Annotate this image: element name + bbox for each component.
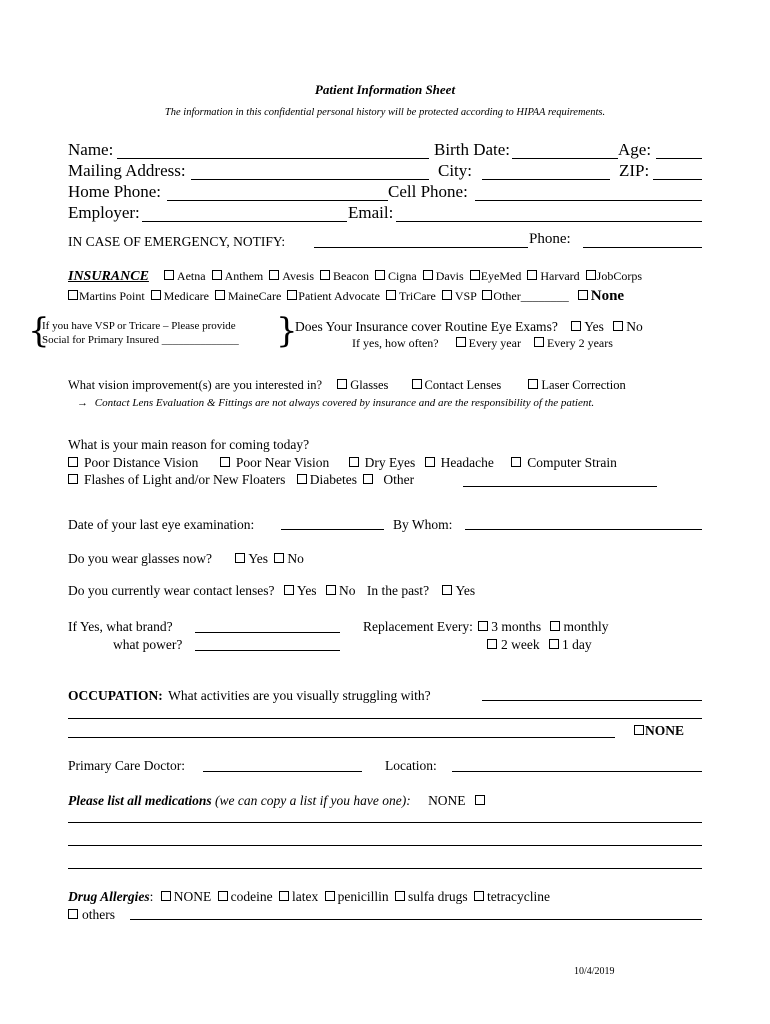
how-often-row: [352, 336, 613, 351]
right-brace: }: [276, 311, 298, 351]
vision-question: What vision improvement(s) are you interested in?: [68, 378, 323, 392]
power-field[interactable]: [195, 650, 340, 651]
insurance-option: Medicare: [163, 289, 209, 303]
routine-yes-label: Yes: [584, 319, 604, 334]
primary-care-field[interactable]: [203, 771, 362, 772]
checkbox-jobcorps[interactable]: [586, 270, 596, 280]
checkbox-medicare[interactable]: [151, 290, 161, 300]
insurance-option: VSP: [454, 289, 477, 303]
allergy-option: NONE: [173, 889, 212, 904]
last-exam-label: Date of your last eye examination:: [68, 517, 255, 532]
checkbox-glasses[interactable]: [337, 379, 347, 389]
reason-question: What is your main reason for coming today?: [68, 437, 310, 452]
insurance-option: Davis: [435, 269, 464, 283]
arrow-right-icon: →: [77, 397, 88, 409]
location-field[interactable]: [452, 771, 702, 772]
glasses-no-label: No: [287, 551, 304, 566]
checkbox-allergy-codeine[interactable]: [218, 891, 228, 901]
birth-date-label: Birth Date:: [434, 140, 511, 159]
replacement-label: Replacement Every:: [363, 619, 473, 634]
allergies-others-label: others: [82, 907, 115, 922]
medications-label: Please list all medications: [68, 793, 212, 808]
past-yes-label: Yes: [455, 583, 476, 598]
checkbox-allergy-penicillin[interactable]: [325, 891, 335, 901]
allergies-colon: :: [149, 889, 154, 904]
name-field[interactable]: [117, 158, 429, 159]
checkbox-computer-strain[interactable]: [511, 457, 521, 467]
home-phone-label: Home Phone:: [68, 182, 162, 201]
insurance-option: Aetna: [176, 269, 206, 283]
medications-row: [68, 792, 488, 809]
how-often-label: If yes, how often?: [352, 336, 439, 350]
checkbox-contacts-no[interactable]: [326, 585, 336, 595]
checkbox-laser-correction[interactable]: [528, 379, 538, 389]
checkbox-past-yes[interactable]: [442, 585, 452, 595]
checkbox-other[interactable]: [482, 290, 492, 300]
checkbox-1-day[interactable]: [549, 639, 559, 649]
occupation-question: What activities are you visually struggling with?: [168, 688, 431, 703]
occupation-line-3[interactable]: [68, 737, 615, 738]
occupation-none-label: NONE: [645, 723, 685, 738]
laser-correction-label: Laser Correction: [541, 378, 626, 392]
allergies-others-row: [68, 906, 115, 923]
left-brace: {: [28, 311, 50, 351]
vsp-note-line-2: Social for Primary Insured ______________: [42, 334, 239, 346]
headache-label: Headache: [440, 455, 494, 470]
occupation-field[interactable]: [482, 700, 702, 701]
checkbox-allergy-sulfa[interactable]: [395, 891, 405, 901]
other-reason-label: Other: [383, 472, 415, 487]
checkbox-allergy-others[interactable]: [68, 909, 78, 919]
contacts-no-label: No: [338, 583, 356, 598]
checkbox-harvard[interactable]: [527, 270, 537, 280]
medications-paren: (we can copy a list if you have one):: [215, 793, 411, 808]
allergy-option: sulfa drugs: [408, 889, 468, 904]
checkbox-occupation-none[interactable]: [634, 725, 644, 735]
vision-row: [68, 378, 626, 393]
medications-line-2[interactable]: [68, 845, 702, 846]
reason-row-2: [68, 471, 414, 488]
medications-line-3[interactable]: [68, 868, 702, 869]
in-past-label: In the past?: [366, 583, 430, 598]
replacement-row-1: [363, 618, 608, 635]
checkbox-dry-eyes[interactable]: [349, 457, 359, 467]
checkbox-davis[interactable]: [423, 270, 433, 280]
routine-no-label: No: [626, 319, 643, 334]
checkbox-glasses-yes[interactable]: [235, 553, 245, 563]
emergency-phone-field[interactable]: [583, 247, 702, 248]
checkbox-cigna[interactable]: [375, 270, 385, 280]
insurance-option: Avesis: [282, 269, 315, 283]
two-week-label: 2 week: [501, 637, 540, 652]
age-label: Age:: [618, 140, 652, 159]
birth-date-field[interactable]: [512, 158, 618, 159]
page-title: Patient Information Sheet: [314, 82, 456, 97]
three-months-label: 3 months: [491, 619, 542, 634]
checkbox-allergy-none[interactable]: [161, 891, 171, 901]
checkbox-vsp[interactable]: [442, 290, 452, 300]
insurance-option: Cigna: [388, 269, 417, 283]
allergy-option: latex: [292, 889, 319, 904]
medications-line-1[interactable]: [68, 822, 702, 823]
contacts-yes-label: Yes: [296, 583, 317, 598]
mailing-address-field[interactable]: [191, 179, 429, 180]
glasses-label: Glasses: [350, 378, 389, 392]
contact-lens-note: Contact Lens Evaluation & Fittings are not always covered by insurance and are the responsibility of the patient.: [94, 397, 595, 409]
email-field[interactable]: [396, 221, 702, 222]
revision-date: 10/4/2019: [574, 966, 615, 977]
allergies-others-field[interactable]: [130, 919, 702, 920]
every-year-label: Every year: [468, 336, 521, 350]
allergy-option: codeine: [230, 889, 273, 904]
insurance-option: Harvard: [540, 269, 580, 283]
insurance-option: TriCare: [398, 289, 436, 303]
hipaa-notice: The information in this confidential personal history will be protected according to HIPAA requirements.: [164, 107, 606, 118]
poor-distance-label: Poor Distance Vision: [84, 455, 199, 470]
checkbox-diabetes[interactable]: [297, 474, 307, 484]
reason-row-1: [68, 454, 617, 471]
checkbox-2-week[interactable]: [487, 639, 497, 649]
other-reason-field[interactable]: [463, 486, 657, 487]
replacement-row-2: [487, 636, 592, 653]
one-day-label: 1 day: [561, 637, 592, 652]
checkbox-poor-distance[interactable]: [68, 457, 78, 467]
zip-field[interactable]: [653, 179, 702, 180]
emergency-phone-label: Phone:: [529, 231, 571, 247]
routine-exam-question: [295, 318, 643, 335]
cell-phone-label: Cell Phone:: [388, 182, 468, 201]
primary-care-label: Primary Care Doctor:: [68, 758, 185, 773]
email-label: Email:: [348, 203, 394, 222]
brand-label: If Yes, what brand?: [68, 619, 173, 634]
occupation-row: [68, 687, 431, 704]
by-whom-field[interactable]: [465, 529, 702, 530]
allergies-label: Drug Allergies: [68, 889, 150, 904]
checkbox-glasses-no[interactable]: [274, 553, 284, 563]
contact-lenses-label: Contact Lenses: [424, 378, 502, 392]
by-whom-label: By Whom:: [393, 517, 453, 532]
checkbox-contacts-yes[interactable]: [284, 585, 294, 595]
employer-label: Employer:: [68, 203, 140, 222]
insurance-row-2: [68, 289, 624, 304]
insurance-option: Beacon: [333, 269, 370, 283]
checkbox-none[interactable]: [578, 290, 588, 300]
emergency-contact-field[interactable]: [314, 247, 528, 248]
insurance-option-none: None: [590, 288, 625, 304]
poor-near-label: Poor Near Vision: [235, 455, 330, 470]
mailing-address-label: Mailing Address:: [68, 161, 186, 180]
occupation-none-row: [634, 722, 684, 739]
checkbox-beacon[interactable]: [320, 270, 330, 280]
contact-lens-note-row: [77, 396, 594, 410]
allergy-option: penicillin: [337, 889, 389, 904]
checkbox-tricare[interactable]: [386, 290, 396, 300]
employer-field[interactable]: [142, 221, 347, 222]
monthly-label: monthly: [563, 619, 609, 634]
insurance-option: Anthem: [224, 269, 264, 283]
insurance-option: Martins Point: [79, 289, 145, 303]
checkbox-avesis[interactable]: [269, 270, 279, 280]
computer-strain-label: Computer Strain: [527, 455, 617, 470]
contacts-question: Do you currently wear contact lenses?: [68, 583, 275, 598]
vsp-note-line-1: If you have VSP or Tricare – Please provide: [42, 320, 236, 332]
checkbox-every-year[interactable]: [456, 337, 466, 347]
checkbox-anthem[interactable]: [212, 270, 222, 280]
checkbox-medications-none[interactable]: [475, 795, 485, 805]
insurance-label: INSURANCE: [68, 269, 149, 284]
insurance-option: Patient Advocate: [298, 289, 380, 303]
emergency-notify-label: IN CASE OF EMERGENCY, NOTIFY:: [68, 234, 286, 249]
medications-none-label: NONE: [428, 793, 466, 808]
occupation-label: OCCUPATION:: [68, 688, 163, 703]
checkbox-martins-point[interactable]: [68, 290, 78, 300]
diabetes-label: Diabetes: [309, 472, 357, 487]
insurance-option: JobCorps: [596, 269, 642, 283]
checkbox-allergy-latex[interactable]: [279, 891, 289, 901]
flashes-label: Flashes of Light and/or New Floaters: [84, 472, 286, 487]
checkbox-routine-no[interactable]: [613, 321, 623, 331]
age-field[interactable]: [656, 158, 702, 159]
checkbox-every-2-years[interactable]: [534, 337, 544, 347]
occupation-line-2[interactable]: [68, 718, 702, 719]
home-phone-field[interactable]: [167, 200, 388, 201]
routine-exam-text: Does Your Insurance cover Routine Eye Exams?: [295, 319, 558, 334]
checkbox-flashes[interactable]: [68, 474, 78, 484]
every-2-years-label: Every 2 years: [546, 336, 613, 350]
glasses-now-row: [68, 550, 304, 567]
insurance-option: Other________: [493, 289, 569, 303]
checkbox-3-months[interactable]: [478, 621, 488, 631]
checkbox-mainecare[interactable]: [215, 290, 225, 300]
name-label: Name:: [68, 140, 114, 159]
zip-label: ZIP:: [619, 161, 650, 180]
checkbox-monthly[interactable]: [550, 621, 560, 631]
brand-field[interactable]: [195, 632, 340, 633]
city-field[interactable]: [482, 179, 610, 180]
checkbox-routine-yes[interactable]: [571, 321, 581, 331]
checkbox-contact-lenses[interactable]: [412, 379, 422, 389]
checkbox-headache[interactable]: [425, 457, 435, 467]
cell-phone-field[interactable]: [475, 200, 702, 201]
allergy-option: tetracycline: [487, 889, 550, 904]
insurance-option: MaineCare: [227, 289, 282, 303]
checkbox-aetna[interactable]: [164, 270, 174, 280]
location-label: Location:: [385, 758, 437, 773]
checkbox-eyemed[interactable]: [470, 270, 480, 280]
power-label: what power?: [113, 637, 183, 652]
checkbox-other-reason[interactable]: [363, 474, 373, 484]
contacts-row: [68, 582, 475, 599]
checkbox-patient-advocate[interactable]: [287, 290, 297, 300]
allergies-row: [68, 888, 550, 905]
checkbox-poor-near[interactable]: [220, 457, 230, 467]
insurance-row-1: [68, 269, 642, 284]
checkbox-allergy-tetracycline[interactable]: [474, 891, 484, 901]
glasses-now-question: Do you wear glasses now?: [68, 551, 212, 566]
dry-eyes-label: Dry Eyes: [364, 455, 416, 470]
insurance-option: EyeMed: [480, 269, 522, 283]
city-label: City:: [438, 161, 473, 180]
last-exam-field[interactable]: [281, 529, 384, 530]
glasses-yes-label: Yes: [248, 551, 268, 566]
